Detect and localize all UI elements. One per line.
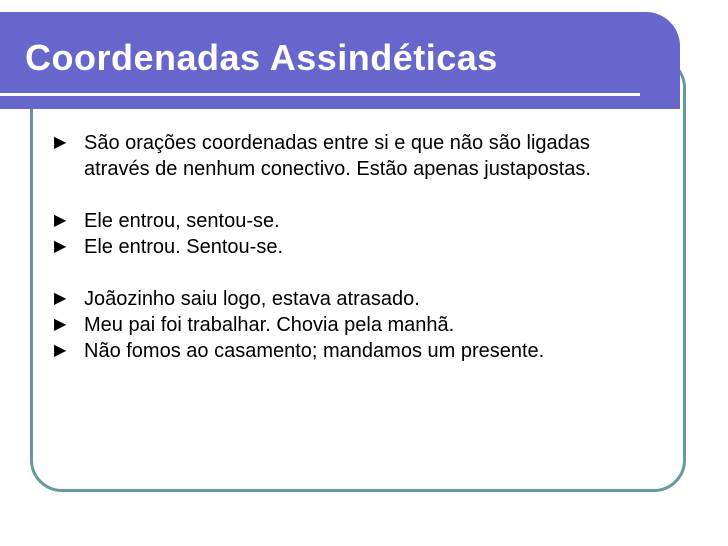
bullet-item <box>54 130 654 182</box>
triangle-right-icon: ▶ <box>54 290 67 307</box>
bullet-item <box>54 338 654 364</box>
bullet-list <box>54 130 654 364</box>
triangle-right-icon: ▶ <box>54 134 67 151</box>
bullet-text: Ele entrou, sentou-se. <box>84 210 280 232</box>
triangle-right-icon: ▶ <box>54 212 67 229</box>
bullet-item <box>54 234 654 260</box>
triangle-right-icon: ▶ <box>54 316 67 333</box>
bullet-text: Joãozinho saiu logo, estava atrasado. <box>84 288 420 310</box>
title-underline <box>0 93 640 96</box>
bullet-text: Não fomos ao casamento; mandamos um presente. <box>84 340 545 362</box>
bullet-text: Ele entrou. Sentou-se. <box>84 236 284 258</box>
bullet-item <box>54 312 654 338</box>
bullet-text: São orações coordenadas entre si e que não são ligadas através de nenhum conectivo. Estão apenas justapostas. <box>84 132 591 180</box>
triangle-right-icon: ▶ <box>54 238 67 255</box>
bullet-text: Meu pai foi trabalhar. Chovia pela manhã. <box>84 314 455 336</box>
triangle-right-icon: ▶ <box>54 342 67 359</box>
bullet-item <box>54 286 654 312</box>
bullet-item <box>54 208 654 234</box>
slide-title: Coordenadas Assindéticas <box>25 37 498 78</box>
